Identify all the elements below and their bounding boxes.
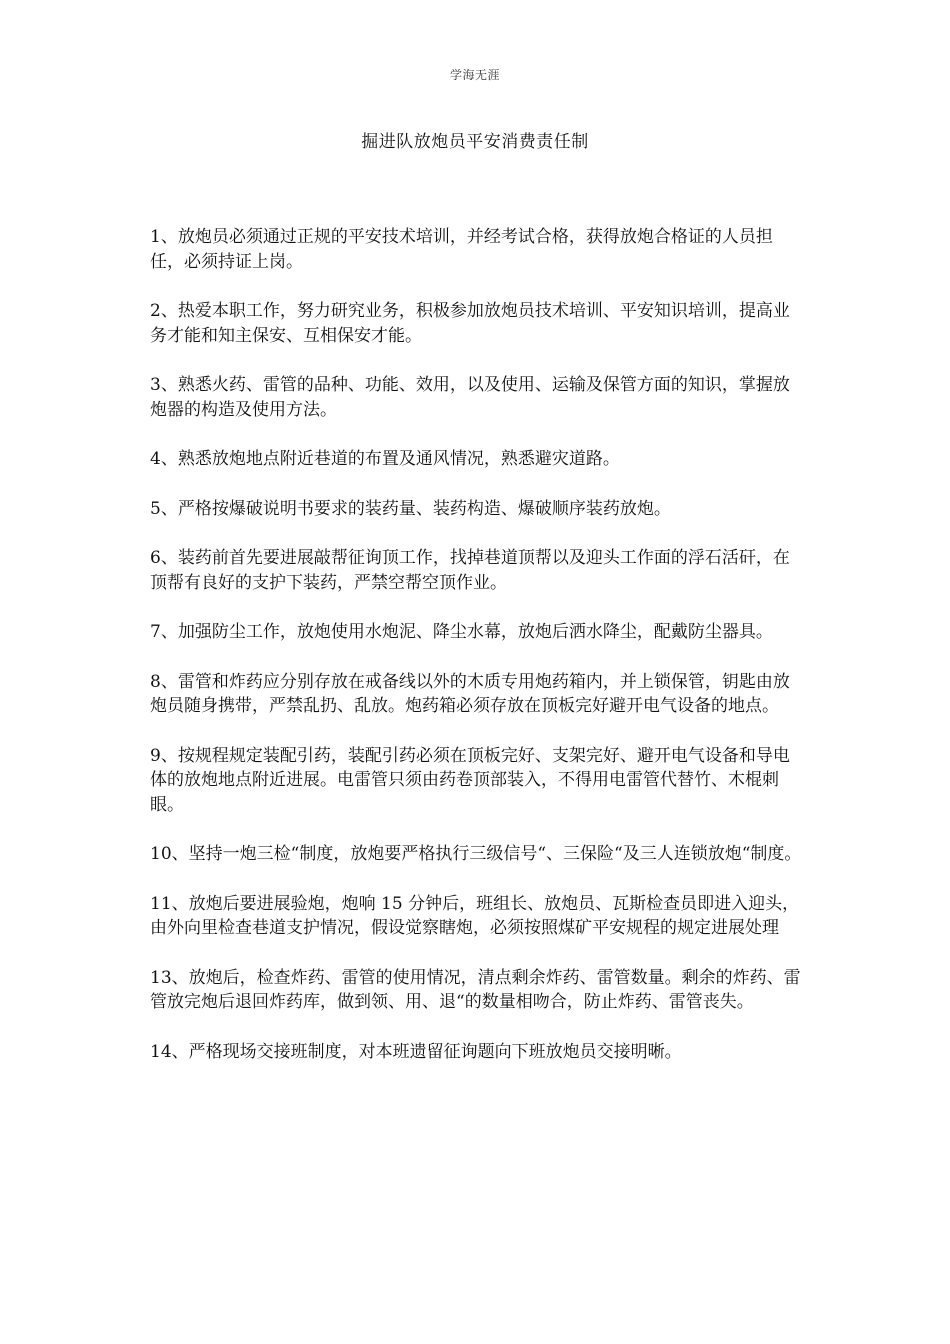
paragraph-14: 14、严格现场交接班制度，对本班遗留征询题向下班放炮员交接明晰。 [150,1041,682,1062]
page-header: 学海无涯 [449,68,500,82]
paragraph-8: 8、雷管和炸药应分别存放在戒备线以外的木质专用炮药箱内，并上锁保管，钥匙由放炮员随身携带，严禁乱扔、乱放。炮药箱必须存放在顶板完好避开电气设备的地点。 [150,671,790,716]
paragraph-1: 1、放炮员必须通过正规的平安技术培训，并经考试合格，获得放炮合格证的人员担任，必须持证上岗。 [150,227,773,272]
paragraph-6: 6、装药前首先要进展敲帮征询顶工作，找掉巷道顶帮以及迎头工作面的浮石活矸，在顶帮有良好的支护下装药，严禁空帮空顶作业。 [150,548,790,593]
paragraph-4: 4、熟悉放炮地点附近巷道的布置及通风情况，熟悉避灾道路。 [150,449,620,469]
document-body [150,225,806,1089]
paragraph-2: 2、热爱本职工作，努力研究业务，积极参加放炮员技术培训、平安知识培训，提高业务才能和知主保安、互相保安才能。 [150,301,790,346]
paragraph-7: 7、加强防尘工作，放炮使用水炮泥、降尘水幕，放炮后洒水降尘，配戴防尘器具。 [150,622,773,642]
paragraph-5: 5、严格按爆破说明书要求的装药量、装药构造、爆破顺序装药放炮。 [150,498,671,519]
paragraph-9: 9、按规程规定装配引药，装配引药必须在顶板完好、支架完好、避开电气设备和导电体的放炮地点附近进展。电雷管只须由药卷顶部装入，不得用电雷管代替竹、木棍刺眼。 [150,745,790,815]
paragraph-10: 10、坚持一炮三检“制度，放炮要严格执行三级信号“、三保险“及三人连锁放炮“制度。 [150,844,802,864]
paragraph-11: 11、放炮后要进展验炮，炮响 15 分钟后，班组长、放炮员、瓦斯检查员即进入迎头，由外向里检查巷道支护情况，假设觉察瞎炮，必须按照煤矿平安规程的规定进展处理 [150,893,800,938]
document-title: 掘进队放炮员平安消费责任制 [361,132,589,152]
paragraph-3: 3、熟悉火药、雷管的品种、功能、效用，以及使用、运输及保管方面的知识，掌握放炮器的构造及使用方法。 [150,375,790,420]
paragraph-13: 13、放炮后，检查炸药、雷管的使用情况，清点剩余炸药、雷管数量。剩余的炸药、雷管放完炮后退回炸药库，做到领、用、退“的数量相吻合，防止炸药、雷管丧失。 [150,967,801,1012]
